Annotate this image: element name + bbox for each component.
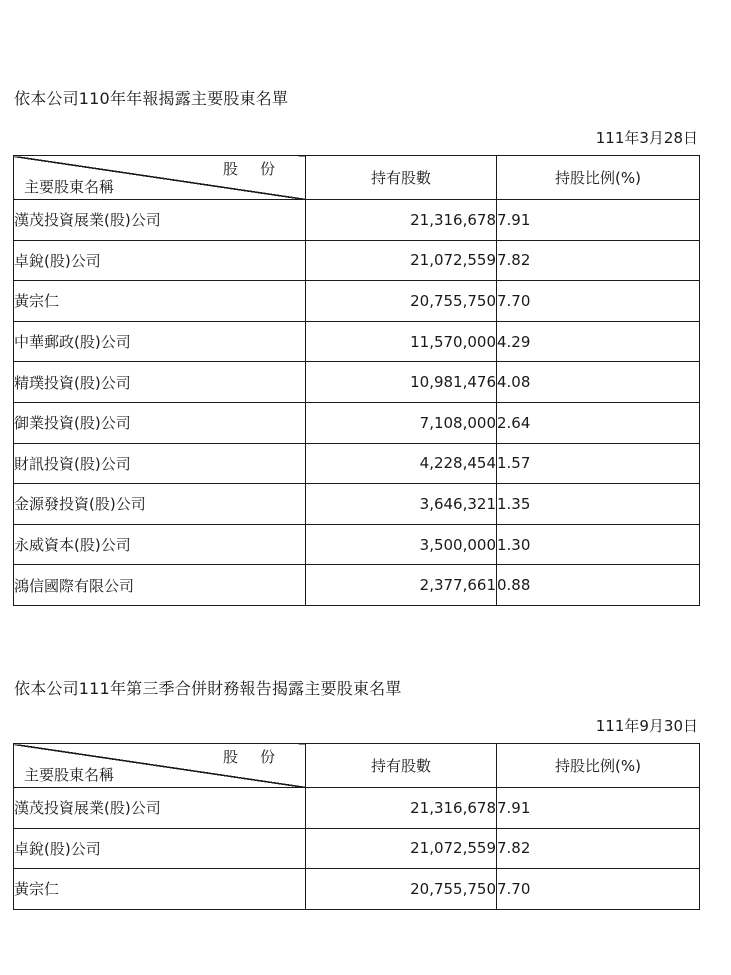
shares-held: 3,500,000	[306, 524, 497, 565]
table-row	[14, 362, 700, 403]
table-header-row	[14, 156, 700, 200]
shareholder-name: 金源發投資(股)公司	[14, 484, 306, 525]
shareholder-name-label: 主要股東名稱	[24, 766, 115, 784]
ratio-header: 持股比例(%)	[497, 156, 700, 200]
shareholder-name: 中華郵政(股)公司	[14, 321, 306, 362]
table-row	[14, 200, 700, 241]
table-row	[14, 828, 700, 869]
section-1-date: 111年3月28日	[595, 129, 698, 147]
holding-ratio: 7.82	[497, 828, 700, 869]
holding-ratio: 1.57	[497, 443, 700, 484]
shares-held: 20,755,750	[306, 281, 497, 322]
shareholder-name: 卓銳(股)公司	[14, 828, 306, 869]
shares-held: 21,316,678	[306, 788, 497, 829]
diagonal-header-cell	[14, 156, 306, 200]
shares-held: 11,570,000	[306, 321, 497, 362]
table-row	[14, 869, 700, 910]
shares-held-header: 持有股數	[306, 744, 497, 788]
table-row	[14, 443, 700, 484]
table-row	[14, 484, 700, 525]
shareholder-name: 黃宗仁	[14, 281, 306, 322]
shares-held: 4,228,454	[306, 443, 497, 484]
shareholder-name: 卓銳(股)公司	[14, 240, 306, 281]
shares-held: 21,072,559	[306, 240, 497, 281]
holding-ratio: 7.82	[497, 240, 700, 281]
shareholder-name-label: 主要股東名稱	[24, 178, 115, 196]
shares-held: 7,108,000	[306, 402, 497, 443]
holding-ratio: 7.70	[497, 281, 700, 322]
shareholder-name: 黃宗仁	[14, 869, 306, 910]
table-row	[14, 565, 700, 606]
shares-held: 20,755,750	[306, 869, 497, 910]
shares-held: 2,377,661	[306, 565, 497, 606]
section-2-heading: 依本公司111年第三季合併財務報告揭露主要股東名單	[14, 679, 402, 698]
ratio-header: 持股比例(%)	[497, 744, 700, 788]
holding-ratio: 1.35	[497, 484, 700, 525]
table-row	[14, 524, 700, 565]
shareholder-name: 鴻信國際有限公司	[14, 565, 306, 606]
shares-held: 3,646,321	[306, 484, 497, 525]
table-row	[14, 321, 700, 362]
shareholder-table-1	[13, 155, 700, 606]
shareholder-name: 永威資本(股)公司	[14, 524, 306, 565]
table-row	[14, 240, 700, 281]
holding-ratio: 4.08	[497, 362, 700, 403]
table-header-row	[14, 744, 700, 788]
shareholder-name: 漢茂投資展業(股)公司	[14, 788, 306, 829]
holding-ratio: 7.91	[497, 788, 700, 829]
shareholder-name: 財訊投資(股)公司	[14, 443, 306, 484]
holding-ratio: 4.29	[497, 321, 700, 362]
shares-diag-label: 股份	[222, 160, 297, 178]
table-row	[14, 281, 700, 322]
shareholder-name: 御業投資(股)公司	[14, 402, 306, 443]
shareholder-table-2	[13, 743, 700, 910]
shares-held: 10,981,476	[306, 362, 497, 403]
shareholder-name: 漢茂投資展業(股)公司	[14, 200, 306, 241]
shares-held: 21,072,559	[306, 828, 497, 869]
holding-ratio: 7.91	[497, 200, 700, 241]
diagonal-header-cell	[14, 744, 306, 788]
section-2-date: 111年9月30日	[595, 717, 698, 735]
holding-ratio: 0.88	[497, 565, 700, 606]
shares-diag-label: 股份	[222, 748, 297, 766]
table-row	[14, 788, 700, 829]
table-row	[14, 402, 700, 443]
shareholder-name: 精璞投資(股)公司	[14, 362, 306, 403]
shares-held: 21,316,678	[306, 200, 497, 241]
shares-held-header: 持有股數	[306, 156, 497, 200]
section-1-heading: 依本公司110年年報揭露主要股東名單	[14, 89, 289, 108]
holding-ratio: 1.30	[497, 524, 700, 565]
holding-ratio: 2.64	[497, 402, 700, 443]
holding-ratio: 7.70	[497, 869, 700, 910]
